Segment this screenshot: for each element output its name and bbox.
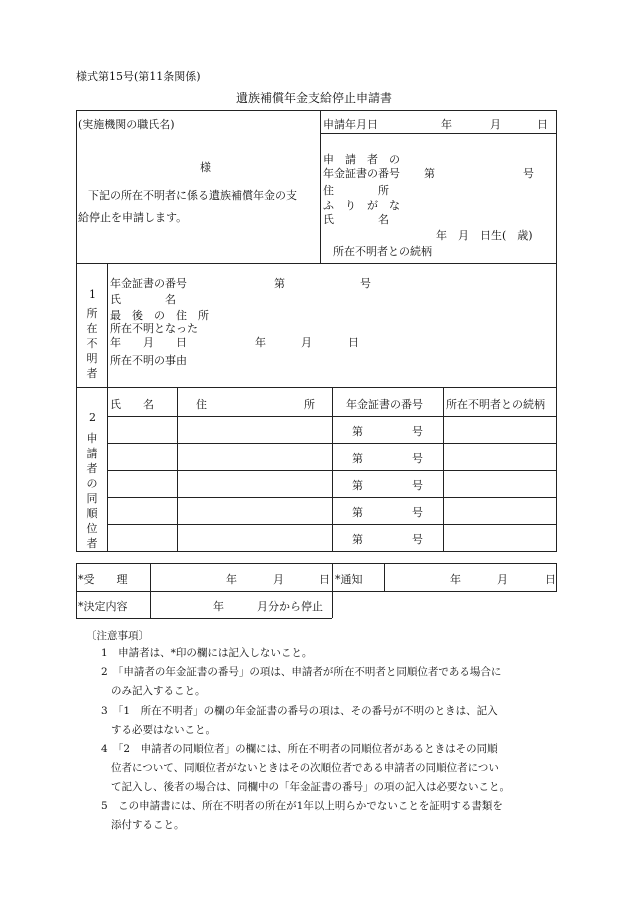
row3-cert-prefix: 第 — [352, 479, 363, 492]
date-year-unit: 年 — [441, 118, 452, 131]
section1-number: 1 — [89, 288, 96, 301]
notes-heading: 〔注意事項〕 — [86, 630, 149, 642]
s1-month-unit: 月 — [301, 336, 312, 349]
col-relation-header: 所在不明者との続柄 — [446, 398, 545, 411]
decision-label: *決定内容 — [78, 600, 128, 613]
section1-vertical-label: 所在不明者 — [86, 307, 98, 380]
receipt-day-unit: 日 — [319, 573, 330, 586]
col-name-header: 氏 名 — [110, 398, 154, 411]
request-body-line2: 給停止を申請します。 — [78, 211, 188, 224]
cert-number-suffix: 号 — [523, 167, 534, 180]
section2-number: 2 — [89, 411, 96, 424]
furigana-label: ふ り が な — [323, 199, 400, 212]
s1-year-unit: 年 — [255, 336, 266, 349]
row3-cert-suffix: 号 — [412, 479, 423, 492]
birth-date: 年 月 日生( 歳) — [436, 229, 533, 242]
note-line: のみ記入すること。 — [111, 685, 206, 697]
s1-last-address-label: 最 後 の 住 所 — [110, 309, 209, 322]
note-line: する必要はないこと。 — [111, 724, 216, 736]
row4-cert-suffix: 号 — [412, 506, 423, 519]
note-line: 1 申請者は、*印の欄には記入しないこと。 — [101, 647, 313, 659]
col-address-header-a: 住 — [196, 398, 207, 411]
form-title: 遺族補償年金支給停止申請書 — [236, 91, 393, 105]
application-date-label: 申請年月日 — [323, 118, 378, 131]
s1-reason-label: 所在不明の事由 — [110, 354, 187, 367]
official-name-label: (実施機関の職氏名) — [78, 118, 175, 131]
s1-name-label: 氏 名 — [110, 293, 176, 306]
applicant-cert-label-1: 申 請 者 の — [323, 153, 400, 166]
request-body-line1: 下記の所在不明者に係る遺族補償年金の支 — [88, 189, 297, 202]
s1-missing-date-label-1: 所在不明となった — [110, 322, 198, 335]
note-line: 3 「1 所在不明者」の欄の年金証書の番号の項は、その番号が不明のときは、記入 — [101, 705, 498, 717]
notice-month-unit: 月 — [497, 573, 508, 586]
row2-cert-suffix: 号 — [412, 452, 423, 465]
receipt-month-unit: 月 — [273, 573, 284, 586]
col-cert-header: 年金証書の番号 — [346, 398, 423, 411]
name-label: 氏 名 — [323, 213, 389, 226]
cert-number-prefix: 第 — [424, 167, 435, 180]
note-line: 位者について、同順位者がないときはその次順位者である申請者の同順位者につい — [111, 762, 499, 774]
section2-vertical-label: 申請者の同順位者 — [86, 432, 98, 550]
row5-cert-prefix: 第 — [352, 533, 363, 546]
row1-cert-prefix: 第 — [352, 425, 363, 438]
receipt-label: *受 理 — [78, 573, 128, 586]
form-number: 様式第15号(第11条関係) — [76, 70, 201, 83]
s1-cert-suffix: 号 — [360, 277, 371, 290]
s1-cert-prefix: 第 — [274, 277, 285, 290]
s1-missing-date-label-2: 年 月 日 — [110, 336, 187, 349]
note-line: 4 「2 申請者の同順位者」の欄には、所在不明者の同順位者があるときはその同順 — [101, 743, 498, 755]
note-line: て記入し、後者の場合は、同欄中の「年金証書の番号」の項の記入は必要ないこと。 — [111, 781, 510, 793]
s1-day-unit: 日 — [348, 336, 359, 349]
date-month-unit: 月 — [490, 118, 501, 131]
honorific: 様 — [200, 161, 211, 174]
note-line: 添付すること。 — [111, 819, 185, 831]
receipt-year-unit: 年 — [226, 573, 237, 586]
notice-label: *通知 — [335, 573, 363, 586]
s1-cert-label: 年金証書の番号 — [110, 277, 187, 290]
date-day-unit: 日 — [537, 118, 548, 131]
col-address-header-b: 所 — [304, 398, 315, 411]
notice-day-unit: 日 — [545, 573, 556, 586]
decision-stop-text: 年 月分から停止 — [213, 600, 323, 613]
note-line: 5 この申請書には、所在不明者の所在が1年以上明らかでないことを証明する書類を — [101, 800, 503, 812]
applicant-cert-label-2: 年金証書の番号 — [323, 167, 400, 180]
row5-cert-suffix: 号 — [412, 533, 423, 546]
row2-cert-prefix: 第 — [352, 452, 363, 465]
note-line: 2 「申請者の年金証書の番号」の項は、申請者が所在不明者と同順位者である場合に — [101, 666, 502, 678]
row4-cert-prefix: 第 — [352, 506, 363, 519]
relation-label: 所在不明者との続柄 — [333, 245, 432, 258]
row1-cert-suffix: 号 — [412, 425, 423, 438]
address-label: 住 所 — [323, 184, 389, 197]
notice-year-unit: 年 — [450, 573, 461, 586]
